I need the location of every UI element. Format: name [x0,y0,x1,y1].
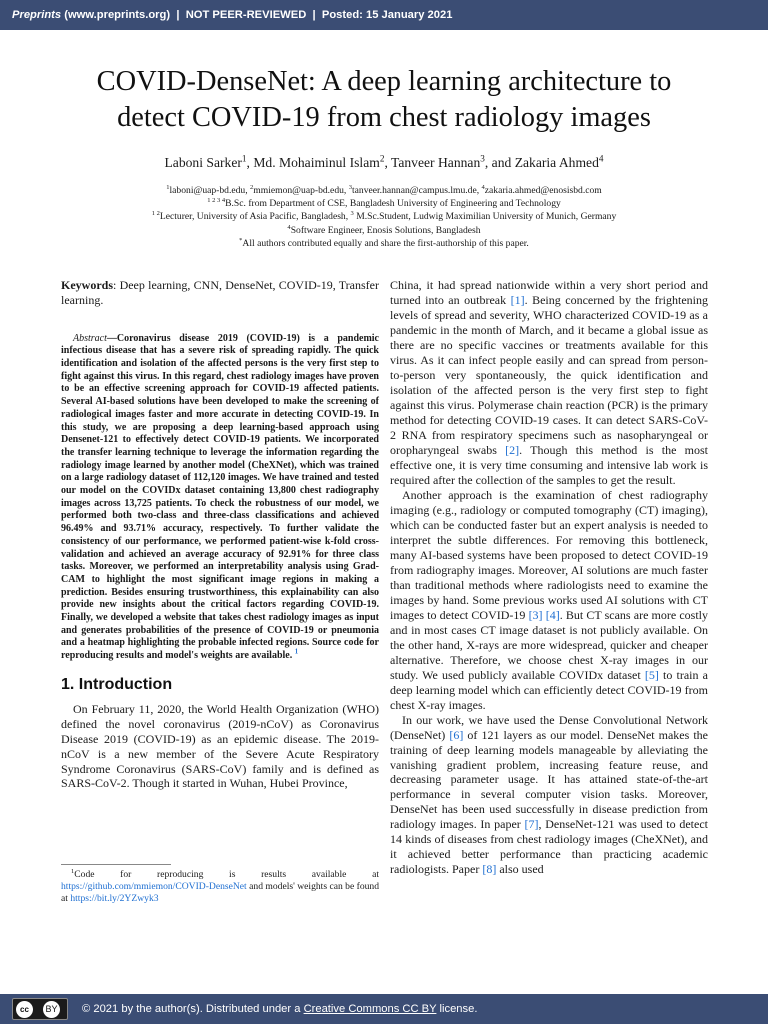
email-sup: 4 [481,183,485,191]
author-list: Laboni Sarker$^1$, Md. Mohaiminul Islam$^2$, Tanveer Hannan$^3$, and Zakaria Ahmed$^4$ [164,153,604,170]
affiliation-text: M.Sc.Student, Ludwig Maximilian University of Munich, Germany [353,211,617,223]
equal-contribution-note [40,237,728,250]
by-icon: BY [43,1001,60,1018]
paragraph-china [390,278,708,488]
affiliation-sup: 4 [287,223,291,231]
email-3: tanveer.hannan@campus.lmu.de, [351,185,482,196]
citation-7[interactable]: [7] [524,817,539,832]
paragraph-text: also used [496,862,544,877]
cc-by-badge[interactable] [12,998,68,1020]
keywords-text: : Deep learning, CNN, DenseNet, COVID-19, Transfer learning. [61,278,379,308]
paragraph-text: . Being concerned by the frightening levels of spread and severity, WHO characterized COVID-19 as a pandemic in the month of March, and it became a global issue as there are no specific vaccines or treatments available for this virus. As it can infect people easily and can spread from person-to-person very spontaneously, the quick identification and isolation of the affected person is the very first step to fight against this virus. Polymerase chain reaction (PCR) is the primary method for detecting COVID-19 cases. It can detect SARS-CoV-2 RNA from respiratory specimens such as nasopharyngeal or oropharyngeal swabs [390,292,708,457]
section-heading-introduction: 1. Introduction [61,675,173,693]
weights-link[interactable]: https://bit.ly/2YZwyk3 [70,893,159,904]
paragraph-text: of 121 layers as our model. DenseNet makes the training of deep learning models manageable by alleviating the vanishing gradient problem, increasing feature reuse, and decreasing parameter usage. It has attained state-of-the-art performance in several computer vision tasks. Moreover, DenseNet has been used successfully in disease prediction from radiology images. In paper [390,727,709,832]
citation-6[interactable]: [6] [449,727,464,742]
paragraph-text: . But CT scans are more costly and in most cases CT image dataset is not publicly available. On the other hand, X-rays are more widespread, quicker and cheaper alternative. Therefore, we choose chest X-ray images in our study. We used publicly available COVIDx dataset [390,607,709,682]
email-4: zakaria.ahmed@enosisbd.com [484,185,602,196]
author-sup: 3 [480,153,485,164]
email-1: laboni@uap-bd.edu, [169,185,251,196]
keywords-label: Keywords [61,278,113,292]
author-sup: 4 [598,153,604,164]
paragraph-text: In our work, we have used the Dense Convolutional Network (DenseNet) [390,712,708,742]
license-prefix: © 2021 by the author(s). Distributed under a [82,1003,304,1015]
abstract-lead: Abstract [73,332,107,344]
citation-5[interactable]: [5] [644,667,659,682]
footnote [61,869,379,905]
paragraph-text: Another approach is the examination of chest radiography imaging (e.g., radiology or computed tomography (CT) imaging), which can be conducted faster but an expert analysis is needed to interpret the subtle differences. For removing this bottleneck, many AI-based systems have been proposed to detect COVID-19 from radiography images. Moreover, AI solutions are much faster than traditional methods where radiologists need to examine the images by hand. Some previous works used AI solutions with CT images to detect COVID-19 [390,487,708,622]
affiliation-sup: * [239,236,243,244]
citation-4[interactable]: [4] [545,607,560,622]
paper-title [40,64,728,136]
paper-title-line-2: detect COVID-19 from chest radiology images [117,102,651,133]
paragraph-text: China, it had spread nationwide within a very short period and turned into an outbreak [390,278,708,307]
paragraph-densenet [390,713,708,878]
affiliation-text: Software Engineer, Enosis Solutions, Bangladesh [290,224,481,236]
paragraph-radiography [390,488,708,713]
affiliation-bsc [40,197,728,210]
github-link[interactable]: https://github.com/mmiemon/COVID-DenseNet [61,881,247,892]
affiliation-sup: 1 2 [151,210,160,218]
author-name: Zakaria Ahmed [514,155,599,170]
email-sup: 2 [250,183,254,191]
abstract-text: —Coronavirus disease 2019 (COVID-19) is a pandemic infectious disease that has a severe risk of spreading rapidly. The quick identification and isolation of the affected persons is the very first step to fight against this virus. In this regard, chest radiology images have proven to be an effective screening approach for COVID-19 affected patients. Several AI-based solutions have been developed to make the screening of radiological images faster and more accurate in detecting COVID-19. In this study, we are proposing a deep learning-based approach using Densenet-121 to effectively detect COVID-19 patients. We incorporated the transfer learning technique to leverage the information regarding the radiology image learned by another model (CheXNet), which was trained on a large radiology dataset of 112,120 images. We have trained and tested our model on the COVIDx dataset containing 13,800 chest radiography images across 13,725 patients. To check the robustness of our model, we performed both two-class and three-class classifications and achieved 96.49% and 93.71% accuracy, respectively. To further validate the consistency of our performance, we performed patient-wise k-fold cross-validation and achieved an average accuracy of 92.91% for three class tasks. Moreover, we performed an interpretability analysis using Grad-CAM to highlight the most significant image regions in making a prediction. Besides ensuring trustworthiness, this explainability can also provide new insights about the critical factors regarding COVID-19. Finally, we developed a website that takes chest radiology images as input and generates probabilities of the presence of COVID-19 or pneumonia and a heatmap highlighting the probable infected regions. Source code for reproducing results and model's weights are available. [61,332,379,662]
intro-paragraph: On February 11, 2020, the World Health Organization (WHO) defined the novel coronavirus (2019-nCoV) as Coronavirus Disease 2019 (COVID-19) as an epidemic disease. The 2019-nCoV is a new member of the Severe Acute Respiratory Syndrome Coronavirus (SARS-CoV) family and is defined as SARS-CoV-2. Though it started in Wuhan, Hubei Province, [61,701,379,791]
affiliation-enosis [40,224,728,237]
citation-3[interactable]: [3] [528,607,543,622]
author-emails [40,184,728,197]
affiliation-text: B.Sc. from Department of CSE, Bangladesh University of Engineering and Technology [225,198,561,210]
affiliation-text: Lecturer, University of Asia Pacific, Bangladesh, [159,211,351,223]
license-text [82,994,477,1024]
author-name: Md. Mohaiminul Islam [253,155,380,170]
footnote-text: and models' weights can be found at [61,881,380,904]
abstract-footnote-ref[interactable]: 1 [294,648,299,656]
posted-date: Posted: 15 January 2021 [321,9,453,21]
email-2: mmiemon@uap-bd.edu, [253,185,349,196]
paragraph-text: to train a deep learning model which can efficiently detect COVID-19 from chest X-ray images. [390,667,708,712]
cc-icon: cc [16,1001,33,1018]
email-sup: 1 [166,183,170,191]
email-sup: 3 [348,183,352,191]
affiliation-positions [40,210,728,223]
paragraph-text: , DenseNet-121 was used to detect 14 kinds of diseases from chest radiology images (CheXNet), and it achieved better performance than practicing academic radiologists. Paper [390,817,709,877]
right-column [390,278,708,877]
affiliation-sup: 1 2 3 4 [207,197,226,205]
license-suffix: license. [436,1003,478,1015]
footnote-divider [61,864,171,865]
preprints-site-url[interactable]: (www.preprints.org) [64,9,171,21]
preprints-header-bar: Preprints (www.preprints.org) | NOT PEER-REVIEWED | Posted: 15 January 2021 [0,0,768,30]
license-footer-bar [0,994,768,1024]
author-sup: 1 [241,153,247,164]
peer-review-status: NOT PEER-REVIEWED [185,9,307,21]
abstract [61,333,379,663]
affiliation-text: All authors contributed equally and share the first-authorship of this paper. [242,237,529,249]
cc-by-license-link[interactable]: Creative Commons CC BY [303,1003,437,1015]
affiliations [40,184,728,250]
citation-1[interactable]: [1] [510,292,525,307]
author-name: Tanveer Hannan [391,155,481,170]
author-name: Laboni Sarker [164,155,242,170]
affiliation-sup: 3 [350,210,354,218]
keywords [61,278,379,309]
preprints-brand[interactable]: Preprints [12,9,62,21]
citation-8[interactable]: [8] [482,862,497,877]
paper-title-line-1: COVID-DenseNet: A deep learning architecture to [96,66,672,97]
left-column [61,278,379,791]
citation-2[interactable]: [2] [505,442,520,457]
footnote-text: Code for reproducing is results available at [74,869,379,880]
author-sup: 2 [379,153,385,164]
paragraph-text: . Though this method is the most effective one, it is very time consuming and intensive lab work is required after the collection of the samples to get the result. [390,442,709,487]
footnote-sup: 1 [71,867,75,875]
